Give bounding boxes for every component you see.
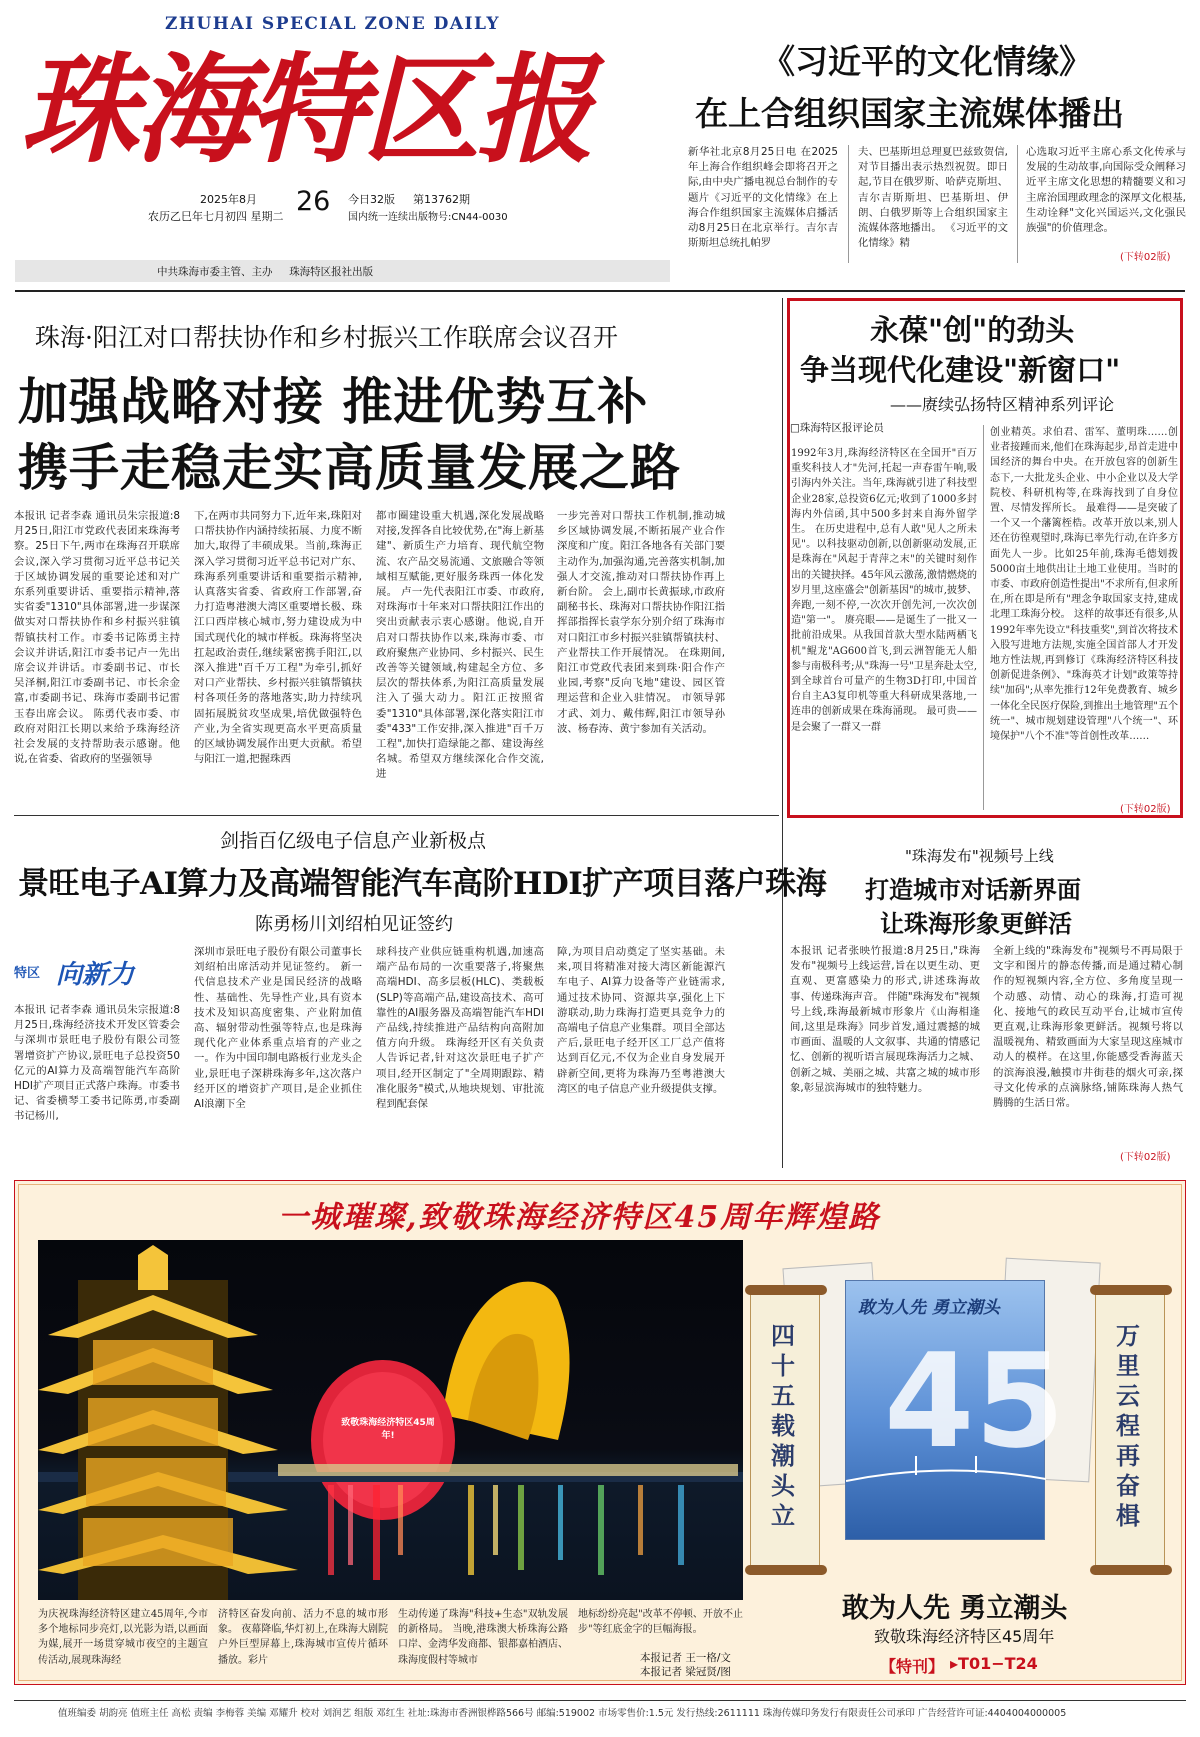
commentary-byline: □珠海特区报评论员 [790, 422, 884, 434]
second-col-4: 障,为项目启动奠定了坚实基础。未来,项目将精准对接大湾区新能源汽车电子、AI算力设备等产业链需求,通过技术协同、资源共享,强化上下游联动,助力珠海打造更具竞争力的高端电子信息产业集群。项目全部达产后,景旺电子经开区工厂总产值将达到百亿元,不仅为企业自身发展开辟新空间,更将为珠海乃至粤港澳大湾区的电子信息产业升级提供支撑。 [557, 946, 725, 1095]
second-title: 景旺电子AI算力及高端智能汽车高阶HDI扩产项目落户珠海 [18, 866, 827, 902]
lead-col-1: 本报讯 记者李森 通讯员朱宗报道:8月25日,阳江市党政代表团来珠海考察。25日下午,两市在珠海召开联席会议,深入学习贯彻习近平总书记关于区域协调发展的重要论述和对广东系列重要讲话、重要指示精神,落实省委"1310"具体部署,进一步谋深做实对口帮扶协作和乡村振兴驻镇帮镇扶村工作。市委书记陈勇主持会议并讲话,阳江市委书记卢一先出席会议并讲话。市委副书记、市长吴泽桐,阳江市委副书记、市长余金富,市委副书记、珠海市委副书记雷玉春出席会议。 陈勇代表市委、市政府对阳江长期以来给予珠海经济社会发展的支持帮助表示感谢。他说,在省委、省政府的坚强领导 [14, 510, 180, 766]
photo-overlay-text: 致敬珠海经济特区45周年! [341, 1418, 435, 1441]
issue-number: 第13762期 [413, 193, 470, 206]
second-col-2: 深圳市景旺电子股份有限公司董事长刘绍柏出席活动并见证签约。 新一代信息技术产业是国民经济的战略性、基础性、先导性产业,具有资本技术及知识高度密集、产业附加值高、辐射带动性强等特点,也是珠海现代化产业体系重点培育的产业之一。作为中国印制电路板行业龙头企业,景旺电子深耕珠海多年,这次落户经开区的增资扩产项目,是企业抓住AI浪潮下全 [194, 946, 362, 1111]
lead-title-2: 携手走稳走实高质量发展之路 [18, 438, 681, 497]
reporter-text: 本报记者 王一格/文 [640, 1652, 731, 1664]
lead-kicker: 珠海·阳江对口帮扶协作和乡村振兴工作联席会议召开 [35, 323, 618, 352]
lead-col-2: 下,在两市共同努力下,近年来,珠阳对口帮扶协作内涵持续拓展、力度不断加大,取得了丰硕成果。当前,珠海正深入学习贯彻习近平总书记对广东、珠海系列重要讲话和重要指示精神,认真落实省委、省政府工作部署,奋力打造粤港澳大湾区重要增长极、珠江口西岸核心城市,努力建设成为中国式现代化的城市样板。珠海将坚决扛起政治责任,继续紧密携手阳江,以深入推进"百千万工程"为牵引,抓好对口产业帮扶、乡村振兴驻镇帮镇扶村各项任务的落地落实,助力持续巩固拓展脱贫攻坚成果,培优做强特色产业,为全省实现更高水平更高质量的区域协调发展作出更大贡献。希望与阳江一道,把握珠西 [194, 510, 362, 766]
cover-main [845, 1280, 1065, 1540]
masthead-bottom-rule [15, 290, 1185, 292]
caption-col-3: 生动传递了珠海"科技+生态"双轨发展的新格局。 当晚,港珠澳大桥珠海公路口岸、金湾华发商都、银都嘉柏酒店、珠海度假村等城市 [398, 1609, 568, 1666]
second-col-1: 本报讯 记者李森 通讯员朱宗报道:8月25日,珠海经济技术开发区管委会与深圳市景旺电子股份有限公司签署增资扩产协议,景旺电子总投资50亿元的AI算力及高端智能汽车高阶HDI扩产项目正式落户珠海。市委书记、省委横琴工委书记陈勇,市委副书记杨川, [14, 1004, 180, 1123]
sponsor-line [157, 264, 373, 279]
scroll-left [750, 1290, 820, 1570]
brief-title-1: 打造城市对话新界面 [865, 875, 1081, 904]
special-tag-label[interactable]: 【特刊】 [880, 1657, 945, 1676]
scroll-right-text: 万里云程再奋楫 [1116, 1321, 1140, 1530]
brief-col-1: 本报讯 记者张映竹报道:8月25日,"珠海发布"视频号上线运营,旨在以更生动、更直观、更富感染力的形式,讲述珠海故事、传递珠海声音。 伴随"珠海发布"视频号上线,珠海最新城市形象片《山海相逢间,这里是珠海》同步首发,通过震撼的城市画面、温暖的人文叙事、共通的情感记忆、创新的视听语言展现珠海活力之城、创新之城、美丽之城、共富之城的城市形象,彰显滨海城市的独特魅力。 [790, 945, 980, 1094]
caption-col-1: 为庆祝珠海经济特区建立45周年,今市多个地标同步亮灯,以光影为语,以画面为媒,展开一场贯穿城市夜空的主题宣传活动,展现珠海经 [38, 1609, 208, 1666]
section-logo [14, 956, 174, 990]
date-gregorian: 2025年8月 [200, 193, 257, 206]
top-story-jump: (下转02版) [1120, 252, 1171, 263]
commentary-jump: (下转02版) [1120, 800, 1171, 815]
cover-big-number: 45 [884, 1325, 1065, 1477]
second-col-3: 球科技产业供应链重构机遇,加速高端产品布局的一次重要落子,将聚焦高端HDI、高多层板(HLC)、类载板(SLP)等高端产品,建设高技术、高可靠性的AI服务器及高端智能汽车HDI产品线,持续推进产品结构向高附加值方向升级。 珠海经开区有关负责人告诉记者,针对这次景旺电子扩产项目,经开区制定了"全周期跟踪、精准化服务"模式,从地块规划、审批流程到配套保 [376, 946, 544, 1111]
lead-col-3: 都市圈建设重大机遇,深化发展战略对接,发挥各自比较优势,在"海上新基建"、新质生产力培育、现代航空物流、农产品交易流通、文旅融合等领域相互赋能,更好服务珠西一体化发展。 卢一先代表阳江市委、市政府,对珠海市十年来对口帮扶阳江作出的突出贡献表示衷心感谢。他说,自开启对口帮扶协作以来,珠海市委、市政府聚焦产业协同、乡村振兴、民生改善等关键领域,构建起全方位、多层次的帮扶体系,为阳江高质量发展注入了强大动力。阳江正按照省委"1310"具体部署,深化落实阳江市委"433"工作安排,深入推进"百千万工程",加快打造绿能之都、建设海丝名城。希望双方继续深化合作交流,进 [376, 510, 544, 781]
divider [983, 425, 984, 810]
divider [1017, 145, 1018, 263]
commentary-col-2: 创业精英。求伯君、雷军、董明珠……创业者接踵而来,他们在珠海起步,昂首走进中国经济的舞台中央。在开放包容的创新生态下,一大批龙头企业、中小企业以及大学院校、科研机构等,在珠海找到了自身位置、尽情发挥所长。 最难得——是突破了一个又一个藩篱桎梏。改革开放以来,别人还在彷徨观望时,珠海已率先行动,在许多方面先人一步。比如25年前,珠海毛德划拨5000亩土地供出让土地工业使用。当时的市委、市政府创造性提出"不求所有,但求所在,所在即是所有"理念争取国家支持,建成北理工珠海分校。 这样的故事还有很多,从1992年率先设立"科技重奖",到首次将技术入股写进地方法规,实施全国首部人才开发地方性法规,再到修订《珠海经济特区科技创新促进条例》、"珠海英才计划"政策等持续"加码";从率先推行12年免费教育、城乡一体化全民医疗保险,到推出土地管理"五个统一"、城市规划建设管理"八个统一"、环境保护"八个不准"等首创性改革…… [990, 427, 1178, 743]
divider [782, 298, 783, 1168]
commentary-subtitle: ——赓续弘扬特区精神系列评论 [890, 395, 1115, 414]
brief-kicker: "珠海发布"视频号上线 [905, 847, 1054, 865]
pagoda [38, 1245, 298, 1600]
date-day: 26 [296, 186, 331, 217]
second-subtitle: 陈勇杨川刘绍柏见证签约 [255, 914, 453, 935]
logo-main: 向新力 [56, 960, 135, 990]
special-banner: 一城璀璨,致敬珠海经济特区45周年辉煌路 [278, 1200, 881, 1235]
page-count: 今日32版 [348, 193, 395, 206]
top-story-title-2: 在上合组织国家主流媒体播出 [695, 94, 1124, 133]
cover-collage [750, 1240, 1170, 1580]
commentary-col-1: 1992年3月,珠海经济特区在全国开"百万重奖科技人才"先河,托起一声春雷午响,吸引海内外关注。当年,珠海就引进了科技型企业28家,总投资6亿元;收到了1000多封海内外信函,其中500多封来自海外留学生。 在历史进程中,总有人敢"见人之所未见"。以科技驱动创新,以创新驱动发展,正是珠海在"风起于青萍之末"的关键时刻作出的关键抉择。45年风云激荡,激情燃烧的岁月里,这座盛会"创新基因"的城市,披梦、奔跑,一刻不停,一次次开创先河,一次次创造"第一"。 赓亮眼——是诞生了一批又一批前沿成果。从我国首款大型水陆两栖飞机"鲲龙"AG600首飞,到云洲智能无人船参与南极科考;从"珠海一号"卫星奔赴太空,到全球首台可量产的生物3D打印,中国首台自主A3复印机等重大科研成果落地,一连串的创新成果在珠海涌现。 最可贵——是会聚了一群又一群 [791, 448, 977, 733]
brief-title-2: 让珠海形象更鲜活 [880, 909, 1072, 938]
top-story-col-3: 心选取习近平主席心系文化传承与发展的生动故事,向国际受众阐释习近平主席文化思想的精髓要义和习主席治国理政理念的深厚文化根基,生动诠释"文化兴国运兴,文化强民族强"的价值理念。 [1026, 146, 1186, 235]
sponsor: 中共珠海市委主管、主办 [157, 266, 273, 278]
cover-title: 敢为人先 勇立潮头 [858, 1298, 1000, 1318]
top-story-col-1: 新华社北京8月25日电 在2025年上海合作组织峰会即将召开之际,由中央广播电视总台制作的专题片《习近平的文化情缘》在上海合作组织国家主流媒体启播活动8月25日在北京举行。吉尔吉斯斯坦总统扎帕罗 [688, 146, 838, 250]
caption-col-4: 地标纷纷亮起"改革不停顿、开放不止步"等红底金字的巨幅海报。 [578, 1609, 743, 1636]
top-story-title-1: 《习近平的文化情缘》 [762, 42, 1092, 81]
bridge-illustration [846, 1451, 1046, 1491]
logo-prefix: 特区 [14, 966, 41, 981]
special-tagline-2: 致敬珠海经济特区45周年 [874, 1627, 1055, 1646]
scroll-left-text: 四十五载潮头立 [771, 1321, 795, 1530]
date-lunar: 农历乙巳年七月初四 星期二 [148, 210, 284, 223]
top-story-col-2: 夫、巴基斯坦总理夏巴兹致贺信,对节目播出表示热烈祝贺。即日起,节目在俄罗斯、哈萨克斯坦、吉尔吉斯斯坦、巴基斯坦、伊朗、白俄罗斯等上合组织国家主流媒体落地播出。 《习近平的文化情缘》精 [858, 146, 1008, 250]
lead-title-1: 加强战略对接 推进优势互补 [18, 372, 649, 431]
brief-jump: (下转02版) [1120, 1152, 1171, 1163]
date-block [148, 188, 548, 244]
caption-col-2: 济特区奋发向前、活力不息的城市形象。 夜幕降临,华灯初上,在珠海大剧院户外巨型屏幕上,珠海城市宣传片循环播放。彩片 [218, 1609, 388, 1666]
masthead-cn-title: 珠海特区报 [20, 40, 591, 179]
second-kicker: 剑指百亿级电子信息产业新极点 [220, 830, 487, 852]
cn-code: 国内统一连续出版物号:CN44-0030 [348, 212, 508, 223]
special-tagline-1: 敢为人先 勇立潮头 [842, 1593, 1068, 1624]
reporter-photo: 本报记者 梁冠贤/图 [640, 1666, 731, 1678]
masthead-en-title: ZHUHAI SPECIAL ZONE DAILY [165, 14, 500, 34]
special-tag-pages[interactable]: ▸T01−T24 [950, 1654, 1038, 1673]
divider [848, 145, 849, 263]
footer-line: 值班编委 胡韵亮 值班主任 高松 责编 李梅蓉 美编 邓耀升 校对 刘润艺 组版 邓红生 社址:珠海市香洲银桦路566号 邮编:519002 市场零售价:1.5元 发行热线:2611111 珠海传媒印务发行有限责任公司承印 广告经营许可证:4404004000005 [58, 1708, 1067, 1719]
scroll-right [1095, 1290, 1165, 1570]
commentary-title-2: 争当现代化建设"新窗口" [800, 353, 1121, 387]
divider [14, 815, 779, 816]
lead-col-4: 一步完善对口帮扶工作机制,推动城乡区域协调发展,不断拓展产业合作深度和广度。阳江各地各有关部门要主动作为,加强沟通,完善落实机制,加强人才交流,推动对口帮扶协作再上新台阶。 会上,副市长黄振球,市政府副秘书长、珠海对口帮扶协作阳江指挥部指挥长袁学东分别介绍了珠海市对口阳江市乡村振兴驻镇帮镇扶村、产业帮扶工作开展情况。 在珠期间,阳江市党政代表团来到珠·阳合作产业园,考察"反向飞地"建设、园区管理运营和企业入驻情况。 市领导郭才武、刘力、戴伟辉,阳江市领导孙波、杨春涛、黄宁参加有关活动。 [557, 510, 725, 735]
footer-rule [14, 1700, 1186, 1701]
commentary-title-1: 永葆"创"的劲头 [870, 313, 1075, 347]
publisher: 珠海特区报社出版 [289, 266, 374, 278]
brief-col-2: 全新上线的"珠海发布"视频号不再局限于文字和图片的静态传播,而是通过精心制作的短视频内容,全方位、多角度呈现一个动感、动情、动心的珠海,打造可视化、接地气的政民互动平台,让城市宣传更直观,让珠海形象更鲜活。视频号将以温暖视角、精致画面为大家呈现这座城市动人的模样。在这里,你能感受香海蓝天的滨海浪漫,触摸市井街巷的烟火可亲,探寻文化传承的点滴脉络,铺陈珠海人热气腾腾的生活日常。 [993, 945, 1183, 1110]
night-photo [38, 1240, 743, 1600]
